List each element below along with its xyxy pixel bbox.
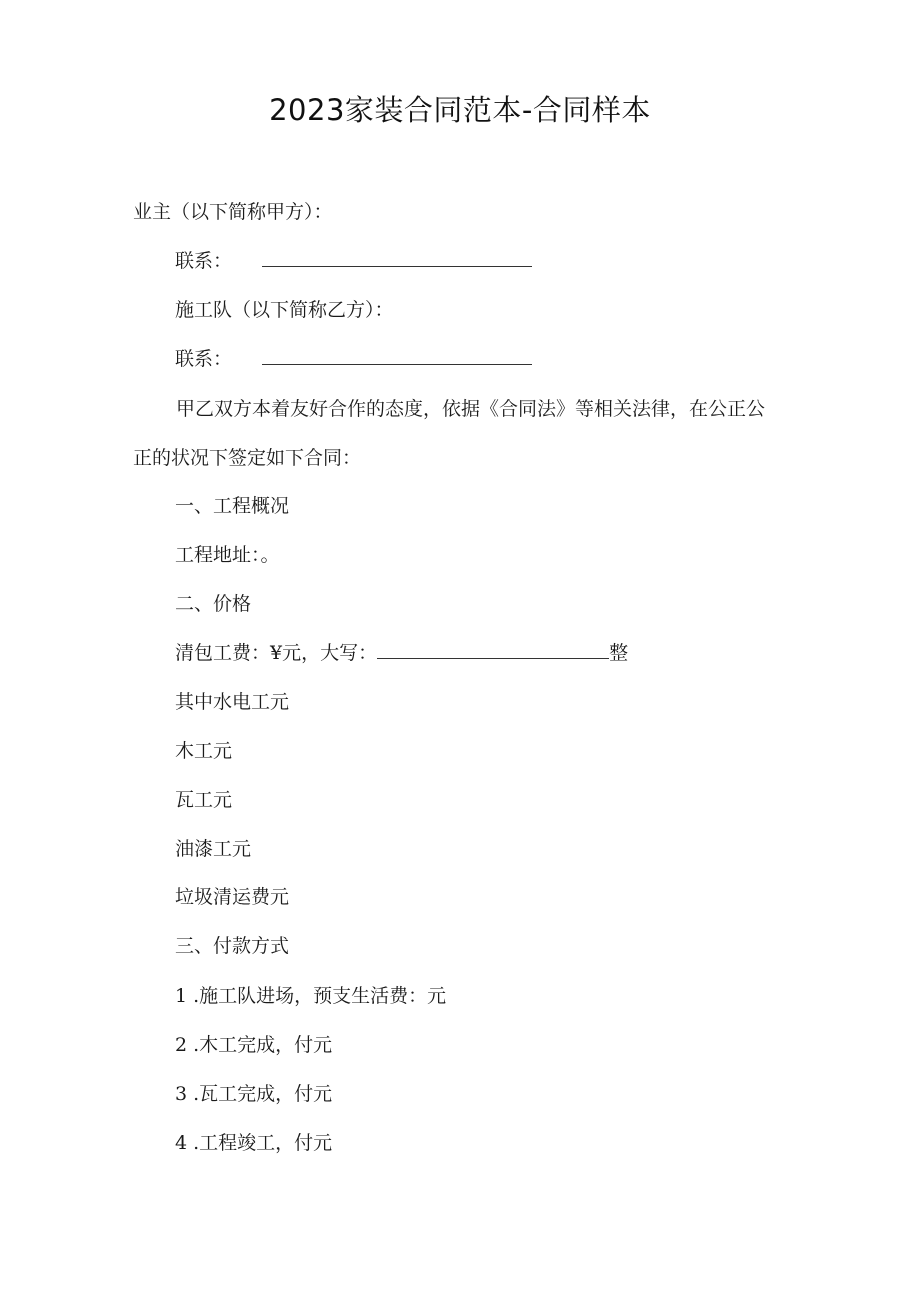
price-item: 木工元 — [175, 740, 233, 762]
party-b-heading: 施工队（以下简称乙方）： — [175, 299, 394, 321]
intro-line-1: 甲乙双方本着友好合作的态度，依据《合同法》等相关法律，在公正公 — [176, 398, 766, 420]
payment-item: 1 .施工队进场，预支生活费：元 — [175, 985, 447, 1007]
price-item: 垃圾清运费元 — [175, 886, 290, 908]
payment-item: 3 .瓦工完成，付元 — [175, 1083, 333, 1105]
project-address: 工程地址：。 — [175, 544, 280, 566]
party-b-contact-line — [175, 346, 532, 372]
party-a-heading: 业主（以下简称甲方）： — [133, 201, 333, 223]
document-title: 2023家装合同范本-合同样本 — [269, 93, 651, 127]
intro-line-2: 正的状况下签定如下合同： — [133, 447, 362, 469]
party-a-contact-blank[interactable] — [262, 248, 532, 267]
price-item: 油漆工元 — [175, 838, 252, 860]
price-item: 瓦工元 — [175, 789, 233, 811]
party-a-contact-line — [175, 248, 532, 274]
fee-amount-blank[interactable] — [377, 640, 609, 659]
fee-line — [175, 640, 628, 666]
party-a-contact-label: 联系： — [175, 250, 233, 272]
section-2-heading: 二、价格 — [175, 593, 252, 615]
party-b-contact-label: 联系： — [175, 348, 233, 370]
section-1-heading: 一、工程概况 — [175, 495, 290, 517]
payment-item: 4 .工程竣工，付元 — [175, 1132, 333, 1154]
payment-item: 2 .木工完成，付元 — [175, 1034, 333, 1056]
section-3-heading: 三、付款方式 — [175, 935, 290, 957]
party-b-contact-blank[interactable] — [262, 346, 532, 365]
price-item: 其中水电工元 — [175, 691, 290, 713]
fee-suffix: 整 — [609, 642, 629, 664]
fee-label: 清包工费：¥元，大写： — [175, 642, 378, 664]
